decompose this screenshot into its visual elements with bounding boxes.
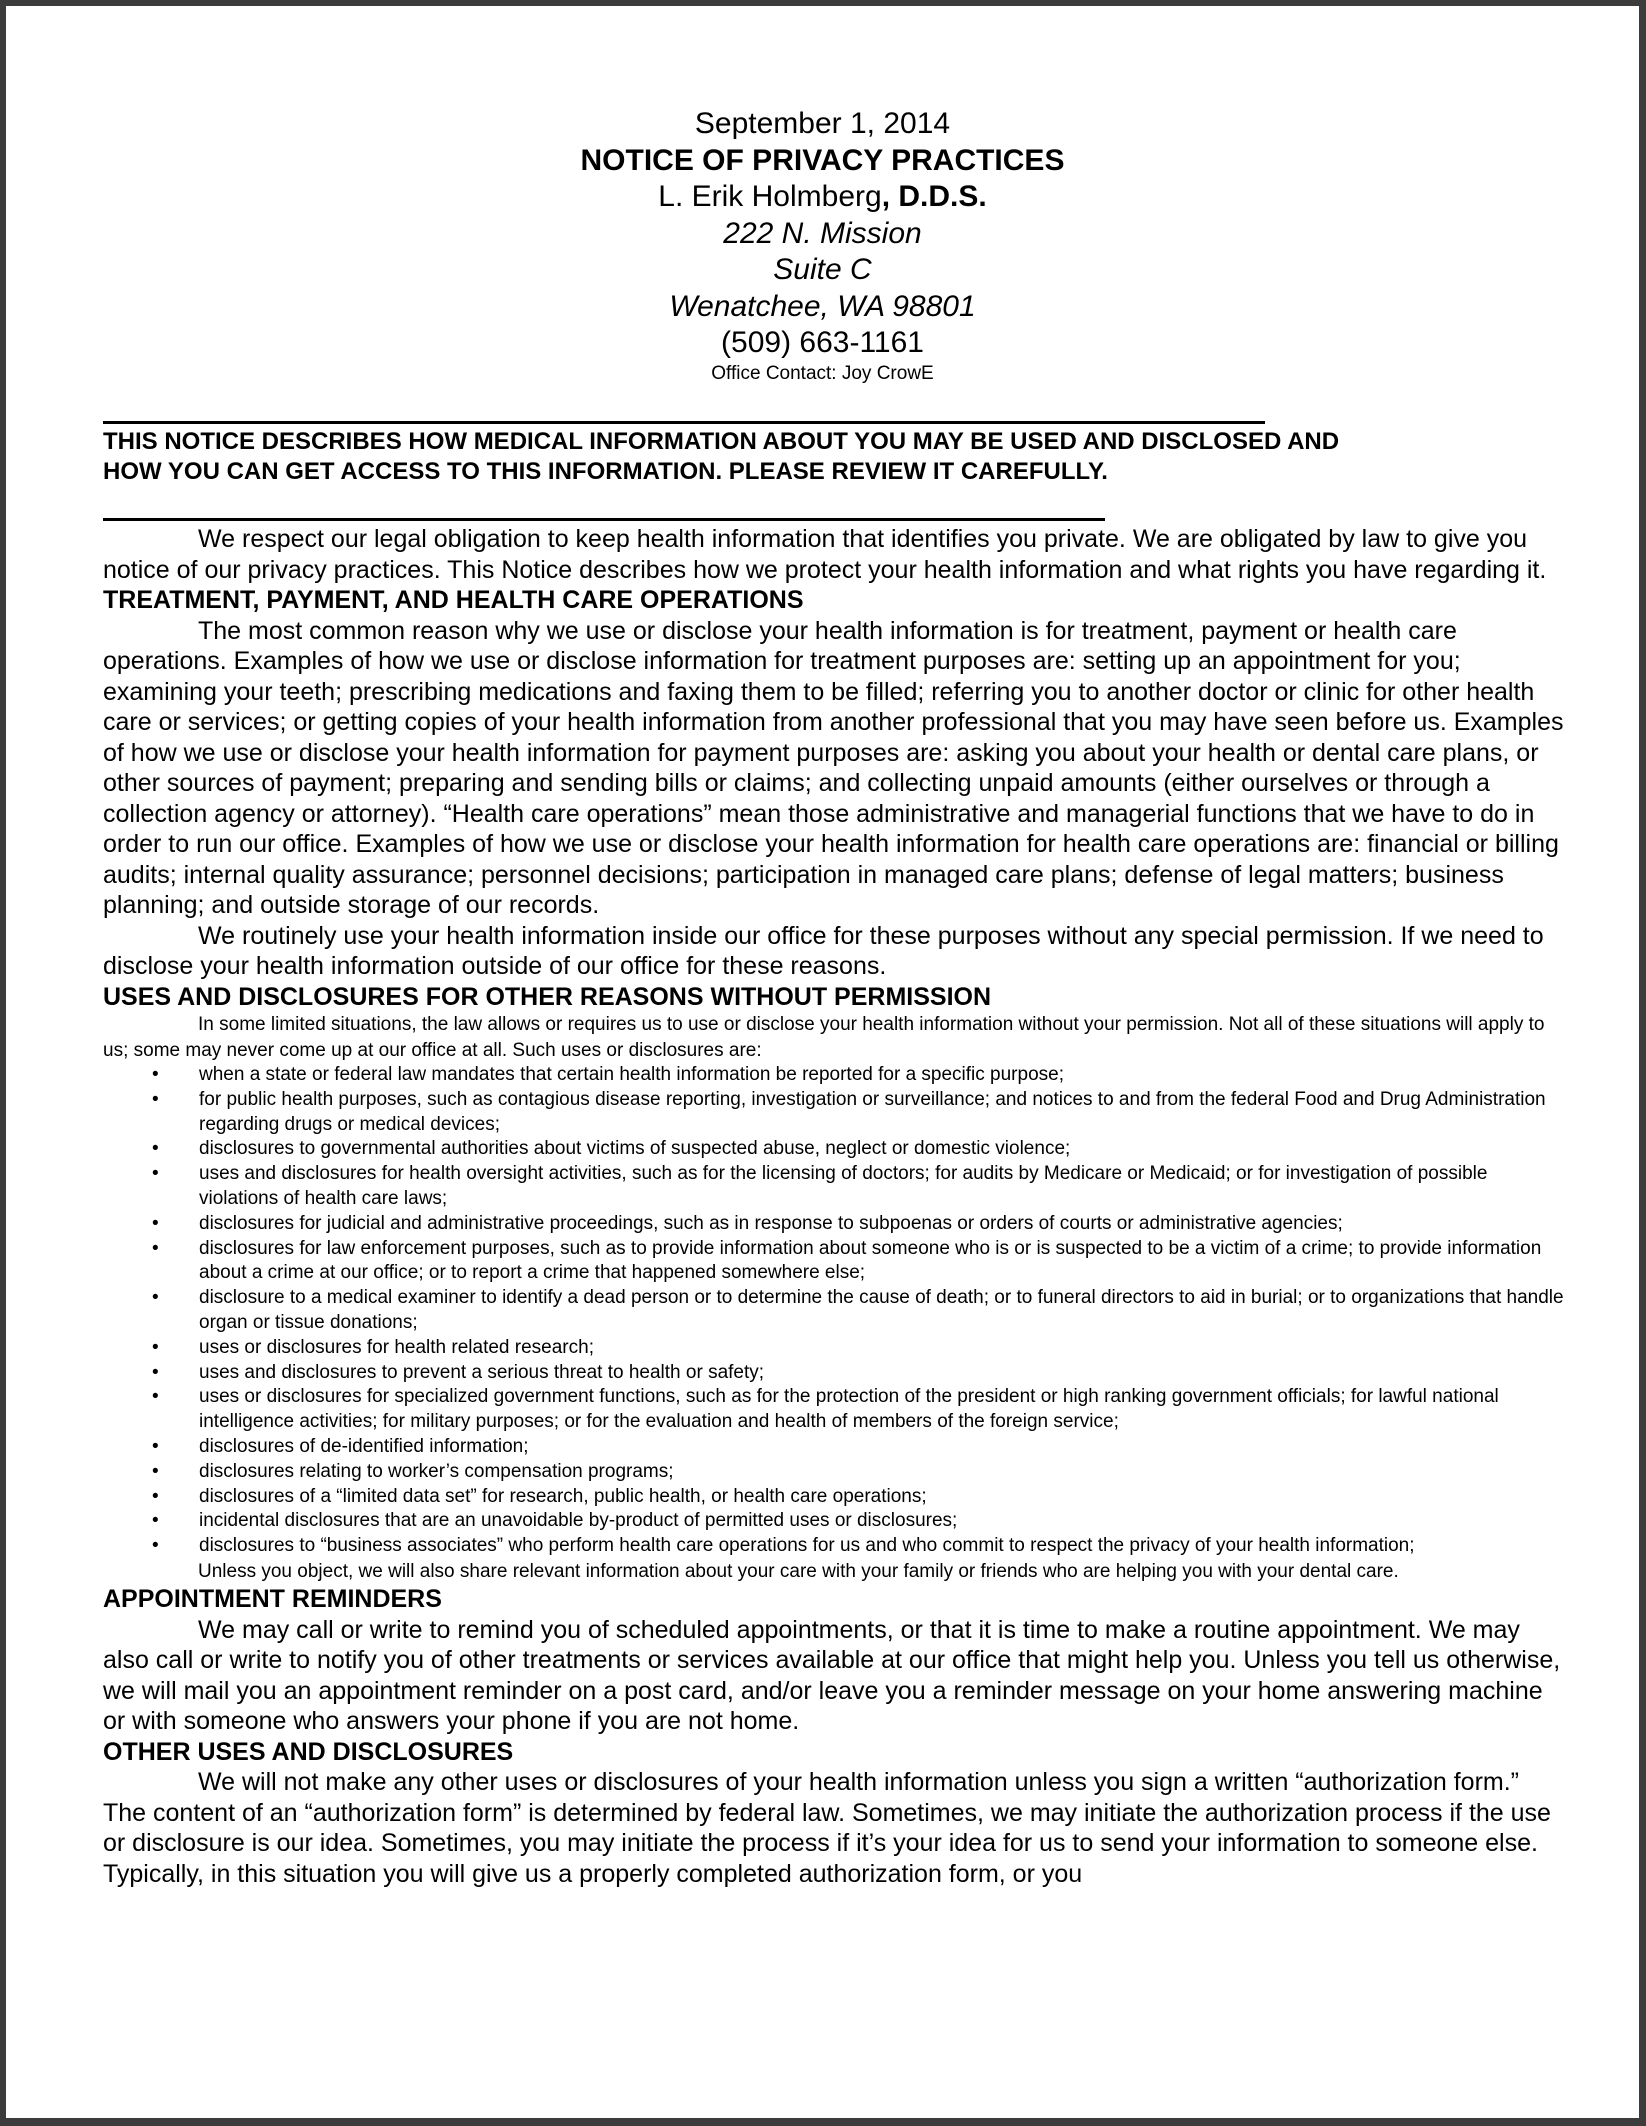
bullet-icon: •: [152, 1212, 159, 1234]
list-item-text: disclosure to a medical examiner to identify a dead person or to determine the cause of death; or to funeral directors to aid in burial; or to organizations that handle organ or tissue donations;: [199, 1287, 1564, 1333]
bullet-icon: •: [152, 1064, 159, 1085]
other-reasons-closing: Unless you object, we will also share relevant information about your care with your family or friends who are helping you with your dental care.: [198, 1560, 1399, 1582]
bullet-icon: •: [152, 1237, 159, 1259]
section-heading-other-reasons: USES AND DISCLOSURES FOR OTHER REASONS WITHOUT PERMISSION: [103, 982, 992, 1011]
list-item: [103, 1162, 1567, 1212]
section-heading-treatment: TREATMENT, PAYMENT, AND HEALTH CARE OPERATIONS: [103, 586, 804, 614]
list-item-text: disclosures relating to worker’s compensation programs;: [199, 1460, 674, 1482]
document-page: [6, 6, 1639, 2118]
appointments-paragraph: We may call or write to remind you of scheduled appointments, or that it is time to make a routine appointment. We may also call or write to notify you of other treatments or services available at our office that might help you. Unless you tell us otherwise, we will mail you an appointment reminder on a post card, and/or leave you a reminder message on your home answering machine or with someone who answers your phone if you are not home.: [103, 1615, 1561, 1736]
notice-date: September 1, 2014: [694, 107, 951, 140]
notice-line-1: THIS NOTICE DESCRIBES HOW MEDICAL INFORMATION ABOUT YOU MAY BE USED AND DISCLOSED AND: [103, 428, 1340, 455]
doctor-name: [6, 179, 1639, 216]
list-item: [103, 1212, 1567, 1237]
bullet-icon: •: [152, 1163, 159, 1185]
list-item: [103, 1336, 1567, 1361]
phone-number: (509) 663-1161: [721, 326, 924, 359]
disclosure-list: [103, 1063, 1567, 1559]
list-item-text: disclosures to “business associates” who perform health care operations for us and who commit to respect the privacy of your health information;: [199, 1535, 1415, 1557]
list-item-text: disclosures for law enforcement purposes, such as to provide information about someone who is or is suspected to be a victim of a crime; to provide information about a crime at our office; or to report a crime that happened somewhere else;: [199, 1237, 1542, 1284]
list-item: [103, 1509, 1567, 1534]
other-uses-paragraph: We will not make any other uses or disclosures of your health information unless you sign a written “authorization form.” The content of an “authorization form” is determined by federal law. Sometimes, we may initiate the authorization process if the use or disclosure is our idea. Sometimes, you may initiate the process if it’s your idea for us to send your information to someone else. Typically, in this situation you will give us a properly completed authorization form, or you: [103, 1768, 1551, 1888]
list-item: [103, 1137, 1567, 1162]
list-item: [103, 1361, 1567, 1386]
address-street: 222 N. Mission: [723, 216, 922, 250]
section-heading-appointments: APPOINTMENT REMINDERS: [103, 1585, 442, 1614]
list-item-text: uses and disclosures for health oversight activities, such as for the licensing of doctors; for audits by Medicare or Medicaid; or for investigation of possible violations of health care laws;: [199, 1163, 1488, 1209]
list-item: [103, 1088, 1567, 1138]
list-item: [103, 1237, 1567, 1287]
bullet-icon: •: [152, 1336, 159, 1358]
section-heading-other-uses: OTHER USES AND DISCLOSURES: [103, 1737, 514, 1766]
list-item-text: incidental disclosures that are an unavoidable by-product of permitted uses or disclosures;: [199, 1510, 958, 1532]
bullet-icon: •: [152, 1361, 159, 1383]
list-item: [103, 1286, 1567, 1336]
list-item-text: disclosures to governmental authorities about victims of suspected abuse, neglect or domestic violence;: [199, 1138, 1071, 1160]
address-city: Wenatchee, WA 98801: [669, 289, 976, 323]
list-item: [103, 1534, 1567, 1559]
list-item: [103, 1385, 1567, 1435]
treatment-paragraph-2: We routinely use your health information inside our office for these purposes without any special permission. If we need to disclose your health information outside of our office for these reasons.: [103, 921, 1544, 980]
list-item-text: disclosures of a “limited data set” for research, public health, or health care operations;: [199, 1485, 927, 1507]
list-item-text: uses or disclosures for specialized government functions, such as for the protection of the president or high ranking government officials; for lawful national intelligence activities; for military purposes; or for the evaluation and health of members of the foreign service;: [199, 1386, 1499, 1433]
list-item-text: when a state or federal law mandates that certain health information be reported for a specific purpose;: [199, 1064, 1064, 1085]
bullet-icon: •: [152, 1386, 159, 1408]
notice-line-2: HOW YOU CAN GET ACCESS TO THIS INFORMATION. PLEASE REVIEW IT CAREFULLY.: [103, 458, 1108, 485]
document-body: [103, 524, 1567, 1889]
top-divider: [103, 421, 1265, 424]
list-item: [103, 1485, 1567, 1510]
bullet-icon: •: [152, 1535, 159, 1557]
doctor-name-text: L. Erik Holmberg: [658, 180, 882, 213]
intro-paragraph: We respect our legal obligation to keep health information that identifies you private. We are obligated by law to give you notice of our privacy practices. This Notice describes how we protect your health information and what rights you have regarding it.: [103, 525, 1547, 584]
bullet-icon: •: [152, 1287, 159, 1309]
list-item-text: disclosures of de-identified information;: [199, 1435, 529, 1457]
list-item-text: for public health purposes, such as contagious disease reporting, investigation or surveillance; and notices to and from the federal Food and Drug Administration regarding drugs or medical devices;: [199, 1088, 1546, 1135]
list-item-text: disclosures for judicial and administrative proceedings, such as in response to subpoenas or orders of courts or administrative agencies;: [199, 1212, 1343, 1234]
list-item: [103, 1435, 1567, 1460]
bottom-divider: [103, 518, 1105, 521]
list-item-text: uses and disclosures to prevent a serious threat to health or safety;: [199, 1361, 765, 1383]
bullet-icon: •: [152, 1138, 159, 1160]
bullet-icon: •: [152, 1485, 159, 1507]
list-item: [103, 1063, 1567, 1088]
letterhead: [6, 106, 1639, 386]
bullet-icon: •: [152, 1510, 159, 1532]
list-item-text: uses or disclosures for health related research;: [199, 1336, 594, 1358]
doctor-credentials: , D.D.S.: [881, 180, 987, 213]
bullet-icon: •: [152, 1435, 159, 1457]
notice-statement: [103, 427, 1563, 487]
bullet-icon: •: [152, 1088, 159, 1110]
office-contact: Office Contact: Joy CrowE: [711, 362, 934, 384]
bullet-icon: •: [152, 1460, 159, 1482]
page-title: NOTICE OF PRIVACY PRACTICES: [580, 143, 1065, 177]
address-suite: Suite C: [773, 253, 872, 286]
other-reasons-intro: In some limited situations, the law allows or requires us to use or disclose your health information without your permission. Not all of these situations will apply to us; some may never come up at our office at all. Such uses or disclosures are:: [103, 1014, 1545, 1061]
list-item: [103, 1460, 1567, 1485]
treatment-paragraph-1: The most common reason why we use or disclose your health information is for treatment, payment or health care operations. Examples of how we use or disclose information for treatment purposes are: setting up an appointment for you; examining your teeth; prescribing medications and faxing them to be filled; referring you to another doctor or clinic for other health care or services; or getting copies of your health information from another professional that you may have seen before us. Examples of how we use or disclose your health information for payment purposes are: asking you about your health or dental care plans, or other sources of payment; preparing and sending bills or claims; and collecting unpaid amounts (either ourselves or through a collection agency or attorney). “Health care operations” mean those administrative and managerial functions that we have to do in order to run our office. Examples of how we use or disclose your health information for health care operations are: financial or billing audits; internal quality assurance; personnel decisions; participation in managed care plans; defense of legal matters; business planning; and outside storage of our records.: [103, 616, 1564, 919]
